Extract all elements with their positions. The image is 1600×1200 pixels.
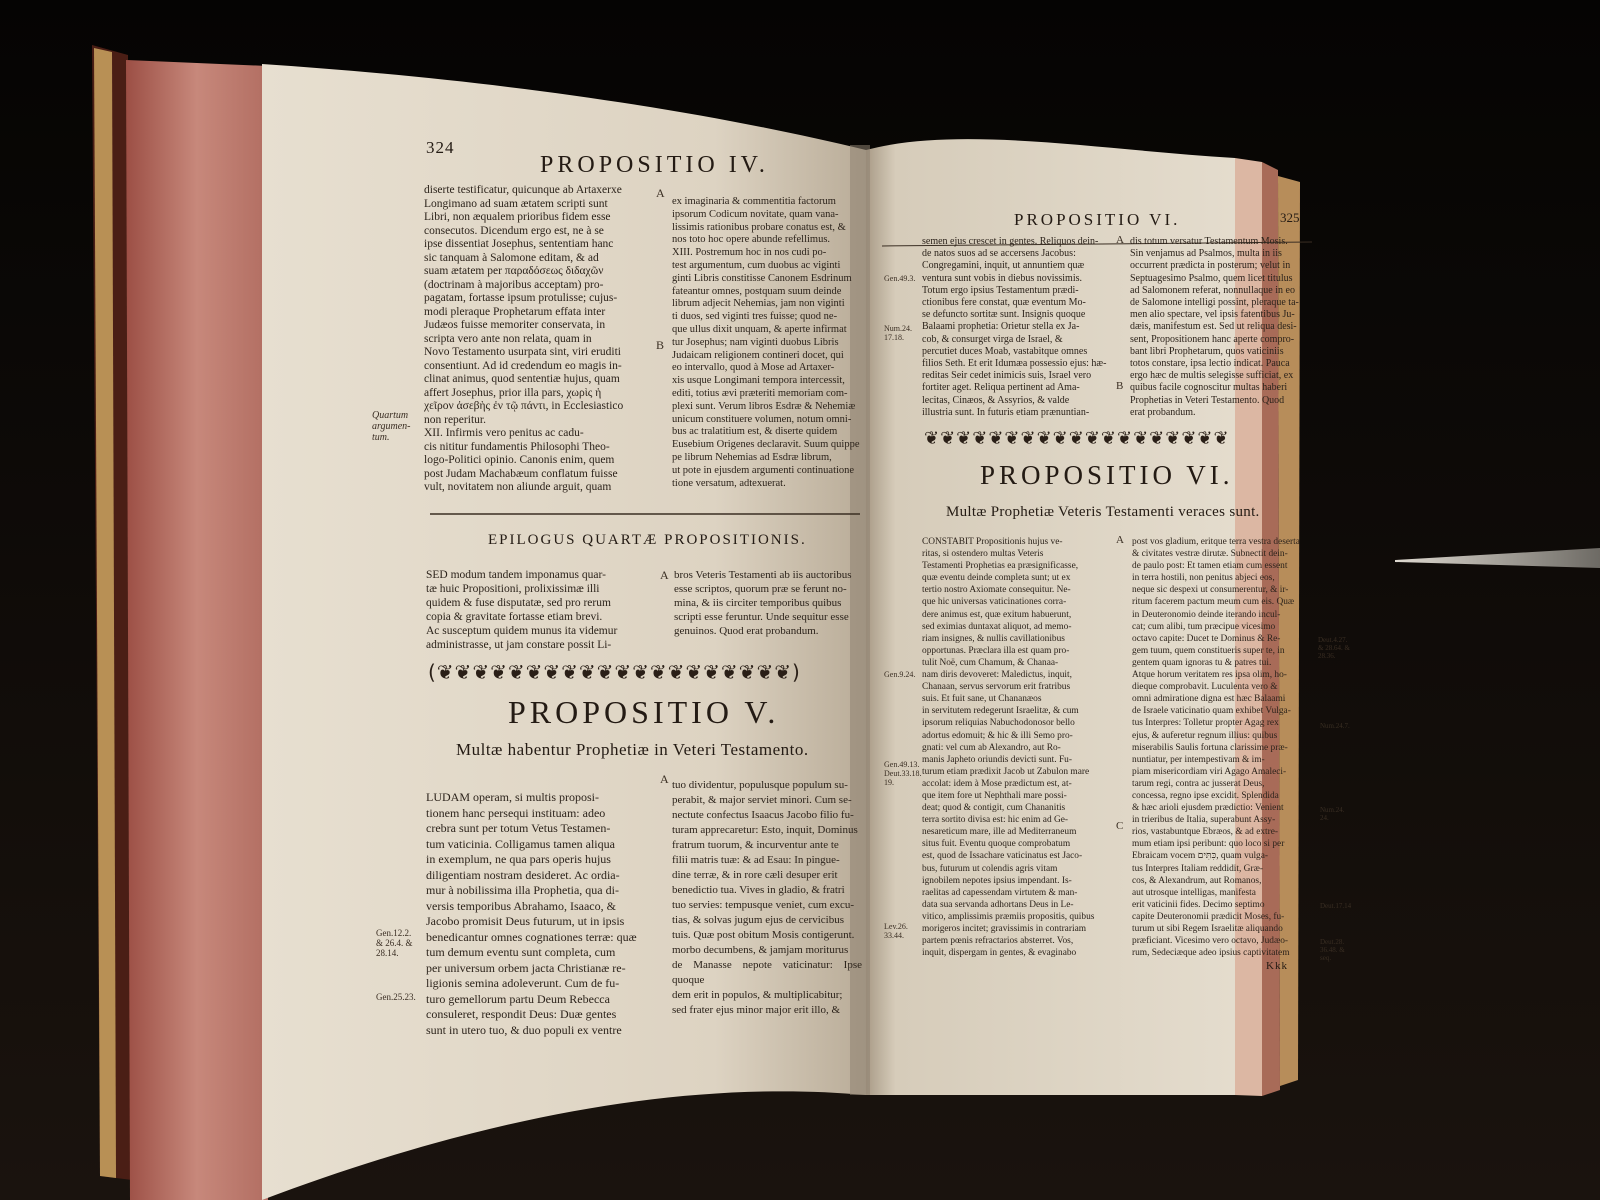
- prop6-left-note-1: Gen.9.24.: [884, 670, 916, 679]
- prop5-margin-a: A: [660, 772, 669, 786]
- left-column-a: diserte testificatur, quicunque ab Artaxerxe Longimano ad suam ætatem scripti sunt Libri, non æqualem prioribus fidem esse consecutos. Dicendum ergo est, ne à se ipse dissentiat Josephus, sententiam hanc sic tanquam à Salomone editam, & ad suam ætatem per παραδόσεως διδαχῶν (doctrinam à majoribus acceptam) pro- pagatam, fortasse ipsum protulisse; cujus- modi pleraque Prophetarum effata inter Judæos fuisse memoriter conservata, in scripta vero ante non relata, quam in Novo Testamento usurpata sint, viri eruditi consentiunt. Ad id credendum eo magis in- clinat animus, quod sententiæ hujus, quam affert Josephus, prior illa pars, χωρὶς ἡ χεῖρον ἀσεβὴς ἐν τῷ πάντι, in Ecclesiastico non reperitur. XII. Infirmis vero penitus ac cadu- cis nititur fundamentis Philosophi Theo- logo-Politici opinio. Canonis enim, quem post Judam Machabæum conflatum fuisse vult, novitatem non aliunde arguit, quam: [424, 184, 624, 493]
- prop6-title: PROPOSITIO VI.: [980, 460, 1234, 490]
- epilogue-column-a: SED modum tandem imponamus quar- tæ huic Propositioni, prolixissimæ illi quidem & fuse disputatæ, sed pro rerum copia & gravitate fortasse etiam brevi. Ac susceptum quidem munus ita videmur administrasse, ut jam constare possit Li-: [426, 569, 618, 651]
- prop6-right-note-4: Deut.17.14: [1320, 902, 1352, 910]
- right-column-b: dis totum versatur Testamentum Mosis. Sin venjamus ad Psalmos, multa in iis occurrent prædicta in posterum; velut in Septuagesimo Psalmo, quem licet titulus ad Salomonem referat, nonnullaque in eo de Salomone intelligi possint, pleraque ta- men alio spectare, vel ipsis fatentibus Ju- dæis, manifestum est. Sed ut reliqua desi- sent, Propositionem hanc aperte compro- bant libri Prophetarum, quos vaticiniis totos constare, ipsa lectio indicat. Pauca ergo hæc de multis selegisse sufficiat, ex quibus facile cognoscitur multas haberi Prophetias in Veteri Testamento. Quod erat probandum.: [1130, 236, 1299, 418]
- epilogue-title: EPILOGUS QUARTÆ PROPOSITIONIS.: [488, 532, 807, 548]
- prop6-subtitle: Multæ Prophetiæ Veteris Testamenti veraces sunt.: [946, 504, 1260, 520]
- left-ornament-band: (❦❦❦❦❦❦❦❦❦❦❦❦❦❦❦❦❦❦❦❦): [428, 660, 801, 684]
- prop5-column-a: LUDAM operam, si multis proposi- tionem hanc persequi instituam: adeo crebra sunt per totum Vetus Testamen- tum vaticinia. Colligamus tamen aliqua in exemplum, ne qua pars operis hujus diligentiam nostram desideret. Ac ordia- mur à nobilissima illa Prophetia, qua di- versis temporibus Abrahamo, Isaaco, & Jacobo promisit Deus futurum, ut in ipsis benedicantur omnes cognationes terræ: quæ tum demum eventu sunt completa, cum per universum orbem jacta Christianæ re- ligionis semina adoleverunt. Cum de fu- turo gemellorum partu Deum Rebecca consuleret, respondit Deus: Duæ gentes sunt in utero tuo, & duo populi ex ventre: [426, 790, 637, 1037]
- prop5-column-b: tuo dividentur, populusque populum su- perabit, & major serviet minori. Cum se- nectute confectus Isaacus Jacobo filio fu- turam apprecaretur: Esto, inquit, Dominus fratrum tuorum, & incurventur ante te filii matris tuæ: & ad Esau: In pingue- dine terræ, & in rore cæli desuper erit benedictio tua. Vives in gladio, & fratri tuo servies: tempusque veniet, cum excu- tias, & solvas jugum ejus de cervicibus tuis. Quæ post obitum Mosis contigerunt. morbo decumbens, & jamjam moriturus de Manasse nepote vaticinatur: Ipse quoque dem erit in populos, & multiplicabitur; sed frater ejus minor major erit illo, &: [672, 779, 862, 1016]
- prop5-subtitle: Multæ habentur Prophetiæ in Veteri Testamento.: [456, 740, 809, 759]
- prop6-right-note-5: Deut.28. 36.48. & seq.: [1320, 938, 1345, 962]
- right-ornament-band: ❦❦❦❦❦❦❦❦❦❦❦❦❦❦❦❦❦❦❦: [924, 428, 1230, 449]
- prop6-right-note-1: Deut.4.27. & 28.64. & 28.36.: [1318, 636, 1350, 660]
- left-margin-b: B: [656, 338, 665, 352]
- prop6-column-b: post vos gladium, eritque terra vestra deserta & civitates vestræ dirutæ. Subnectit dein- de paulo post: Et tamen etiam cum essent in terra hostili, non penitus abjeci eos, neque sic despexi ut consumerentur, & ir- ritum facerem pactum meum cum eis. Quæ in Deuteronomio deinde iterando incul- cat; cum alibi, tum præcipue vicesimo octavo capite: Ducet te Dominus & Re- gem tuum, quem constitueris super te, in gentem quam ignoras tu & patres tui. Atque horum veritatem res ipsa olim, ho- dieque comprobavit. Luculenta vero & omni admiratione digna est hæc Balaami de Israele vaticinatio quam exhibet Vulga- tus Interpres: Tolletur propter Agag rex ejus, & auferetur regnum illius: quibus miserabilis Saulis fortuna clarissime præ- nuntiatur, per intempestivam & im- piam misericordiam viri Agago Amaleci- tarum regi, contra ac jusserat Deus, concessa, regno ipse excidit. Splendida & hæc arioli ejusdem prædictio: Venient in trieribus de Italia, superabunt Assy- rios, vastabuntque Ebræos, & ad extre- mum etiam ipsi peribunt: quo loco si per Ebraicam vocem כִּתִּים, quam vulga- tus Interpres Italiam reddidit, Græ- cos, & Alexandrum, aut Romanos, aut utrosque intelligas, manifesta erit vaticinii fides. Decimo septimo capite Deuteronomii prædicit Moses, fu- turum ut sibi Regem Israelitæ aliquando præficiant. Vicesimo vero octavo, Judæo- rum, Sedeciæque adeo ipsius captivitatem: [1132, 537, 1300, 959]
- right-margin-b: B: [1116, 380, 1124, 392]
- right-note-2: Num.24. 17.18.: [884, 324, 912, 342]
- prop6-right-note-2: Num.24.7.: [1320, 722, 1350, 730]
- right-margin-a: A: [1116, 234, 1124, 246]
- prop6-column-a: CONSTABIT Propositionis hujus ve- ritas, si ostendero multas Veteris Testamenti Prophetias ea præsignificasse, quæ eventu deinde completa sunt; ut ex tertio nostro Axiomate consequitur. Ne- que hic universas vaticinationes corra- dere animus est, quæ exitum habuerunt, sed eximias duntaxat aliquot, ad memo- riam insignes, & nullis cavillationibus opportunas. Præclara illa est quam pro- tulit Noë, cum Chamum, & Chanaa- nam diris devoveret: Maledictus, inquit, Chanaan, servus servorum erit fratribus suis. Et fuit sane, ut Chananæos in servitutem redegerunt Israelitæ, & cum ipsorum reliquias Nabuchodonosor bello adortus edomuit; & hic & illi Semo pro- gnati: vel cum ab Alexandro, aut Ro- manis Japheto oriundis devicti sunt. Fu- turum etiam prædixit Jacob ut Zabulon mare accolat: idem à Mose prædictum est, at- que item fore ut Nephthali mare possi- deat; quod & contigit, cum Chananitis terra sortito divisa est: hic enim ad Ge- nesareticum mare, ille ad Mediterraneum situs fuit. Eventu quoque comprobatum est, quod de Issachare vaticinatus est Jaco- bus, futurum ut colendis agris vitam ignobilem nepotes ipsius impendant. Is- raelitas ad capessendam virtutem & man- data sua servanda adhortans Deus in Le- vitico, amplissimis præmiis propositis, quibus morigeros incitet; gravissimis in contrariam partem pœnis refractarios absterret. Vos, inquit, dispergam in gentes, & evaginabo: [922, 537, 1095, 959]
- right-page-number: 325: [1280, 210, 1300, 225]
- left-margin-a: A: [656, 186, 665, 200]
- prop5-note-2: Gen.25.23.: [376, 992, 416, 1002]
- right-column-a: semen ejus crescet in gentes. Reliquos dein- de natos suos ad se accersens Jacobus: Congregamini, inquit, ut annuntiem quæ ventura sunt vobis in diebus novissimis. Totum ergo ipsius Testamentum prædi- ctionibus fere constat, quæ eventum Mo- se defuncto sortitæ sunt. Insignis quoque Balaami prophetia: Orietur stella ex Ja- cob, & consurget virga de Israel, & percutiet duces Moab, vastabitque omnes filios Seth. Et erit Idumæa possessio ejus: hæ- reditas Seir cedet inimicis suis, Israel vero fortiter aget. Reliqua pertinent ad Ama- lecitas, Cinæos, & Assyrios, & valde illustria sunt. In futuris etiam prænuntian-: [922, 236, 1107, 418]
- epilogue-column-b: bros Veteris Testamenti ab iis auctoribus esse scriptos, quorum præ se ferunt no- mina, & iis circiter temporibus quibus scripti esse feruntur. Unde sequitur esse genuinos. Quod erat probandum.: [674, 569, 852, 637]
- prop6-left-note-2: Gen.49.13. Deut.33.18. 19.: [884, 760, 922, 787]
- prop6-margin-a: A: [1116, 534, 1124, 546]
- left-running-head: PROPOSITIO IV.: [540, 152, 769, 178]
- left-page-number: 324: [426, 138, 455, 157]
- prop6-left-note-3: Lev.26. 33.44.: [884, 922, 908, 940]
- prop5-note-1: Gen.12.2. & 26.4. & 28.14.: [376, 928, 413, 958]
- signature-mark: Kkk: [1266, 960, 1288, 972]
- prop6-margin-c: C: [1116, 820, 1124, 832]
- epilogue-margin-a: A: [660, 568, 669, 582]
- left-column-b: ex imaginaria & commentitia factorum ipsorum Codicum novitate, quam vana- lissimis rationibus probare conatus est, & nos toto hoc opere abunde refellimus. XIII. Postremum hoc in nos cudi po- test argumentum, cum duobus ac viginti ginti Libris constitisse Canonem Esdrinum fateantur omnes, postquam suum deinde librum adjecit Nehemias, jam non viginti ti duos, sed viginti tres fuisse; quod ne- que ullus dixit unquam, & aperte infirmat tur Josephus; nam viginti duobus Libris Judaicam religionem contineri docet, qui eo intervallo, quod à Mose ad Artaxer- xis usque Longimani tempora intercessit, editi, totius ævi præteriti memoriam com- plexi sunt. Verum libros Esdræ & Nehemiæ unicum constituere volumen, notum omni- bus ac tralatitium est, & diserte quidem Eusebium Origenes declaravit. Suum quippe pe librum Nehemias ad Esdræ librum, ut pote in ejusdem argumenti continuatione tione versatum, adtexuerat.: [672, 196, 860, 489]
- right-running-head: PROPOSITIO VI.: [1014, 210, 1181, 229]
- prop5-title: PROPOSITIO V.: [508, 694, 780, 730]
- prop6-right-note-3: Num.24. 24.: [1320, 806, 1345, 822]
- right-note-1: Gen.49.3.: [884, 274, 916, 283]
- left-side-note: Quartum argumen- tum.: [372, 410, 411, 443]
